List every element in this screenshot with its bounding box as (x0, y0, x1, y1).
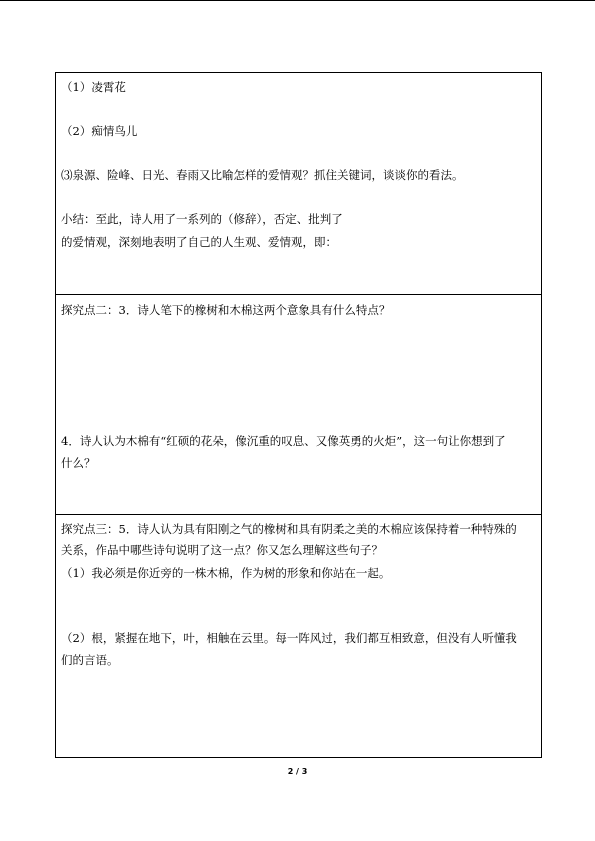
poem-line-roots-2: 们的言语。 (61, 653, 119, 667)
top-border-line (0, 0, 595, 1)
summary-line-1: 小结：至此，诗人用了一系列的（修辞），否定、批判了 (61, 212, 343, 226)
exploration-two-question-3: 探究点二：3．诗人笔下的橡树和木棉这两个意象具有什么特点？ (61, 303, 391, 317)
summary-line-2: 的爱情观，深刻地表明了自己的人生观、爱情观，即： (61, 235, 337, 249)
page-number: 2 / 3 (287, 767, 308, 776)
section-exploration-three (56, 514, 541, 757)
poem-line-roots-1: （2）根，紧握在地下，叶，相触在云里。每一阵风过，我们都互相致意，但没有人听懂我 (61, 631, 517, 645)
section-exploration-two (56, 294, 541, 514)
question-lingxiao-flower: （1）凌霄花 (61, 80, 126, 94)
question-4-line-1: 4．诗人认为木棉有“红硕的花朵，像沉重的叹息、又像英勇的火炬”，这一句让你想到了 (61, 434, 506, 448)
worksheet-table (55, 72, 542, 758)
exploration-three-line-2: 关系，作品中哪些诗句说明了这一点？你又怎么理解这些句子？ (61, 543, 383, 557)
question-metaphors: ⑶泉源、险峰、日光、春雨又比喻怎样的爱情观？抓住关键词，谈谈你的看法。 (61, 168, 464, 182)
question-4-line-2: 什么？ (61, 456, 96, 470)
exploration-three-line-1: 探究点三：5．诗人认为具有阳刚之气的橡树和具有阴柔之美的木棉应该保持着一种特殊的 (61, 522, 517, 536)
poem-line-kapok: （1）我必须是你近旁的一株木棉，作为树的形象和你站在一起。 (61, 566, 391, 580)
question-infatuated-bird: （2）痴情鸟儿 (61, 124, 138, 138)
section-imagery-discussion (56, 73, 541, 294)
